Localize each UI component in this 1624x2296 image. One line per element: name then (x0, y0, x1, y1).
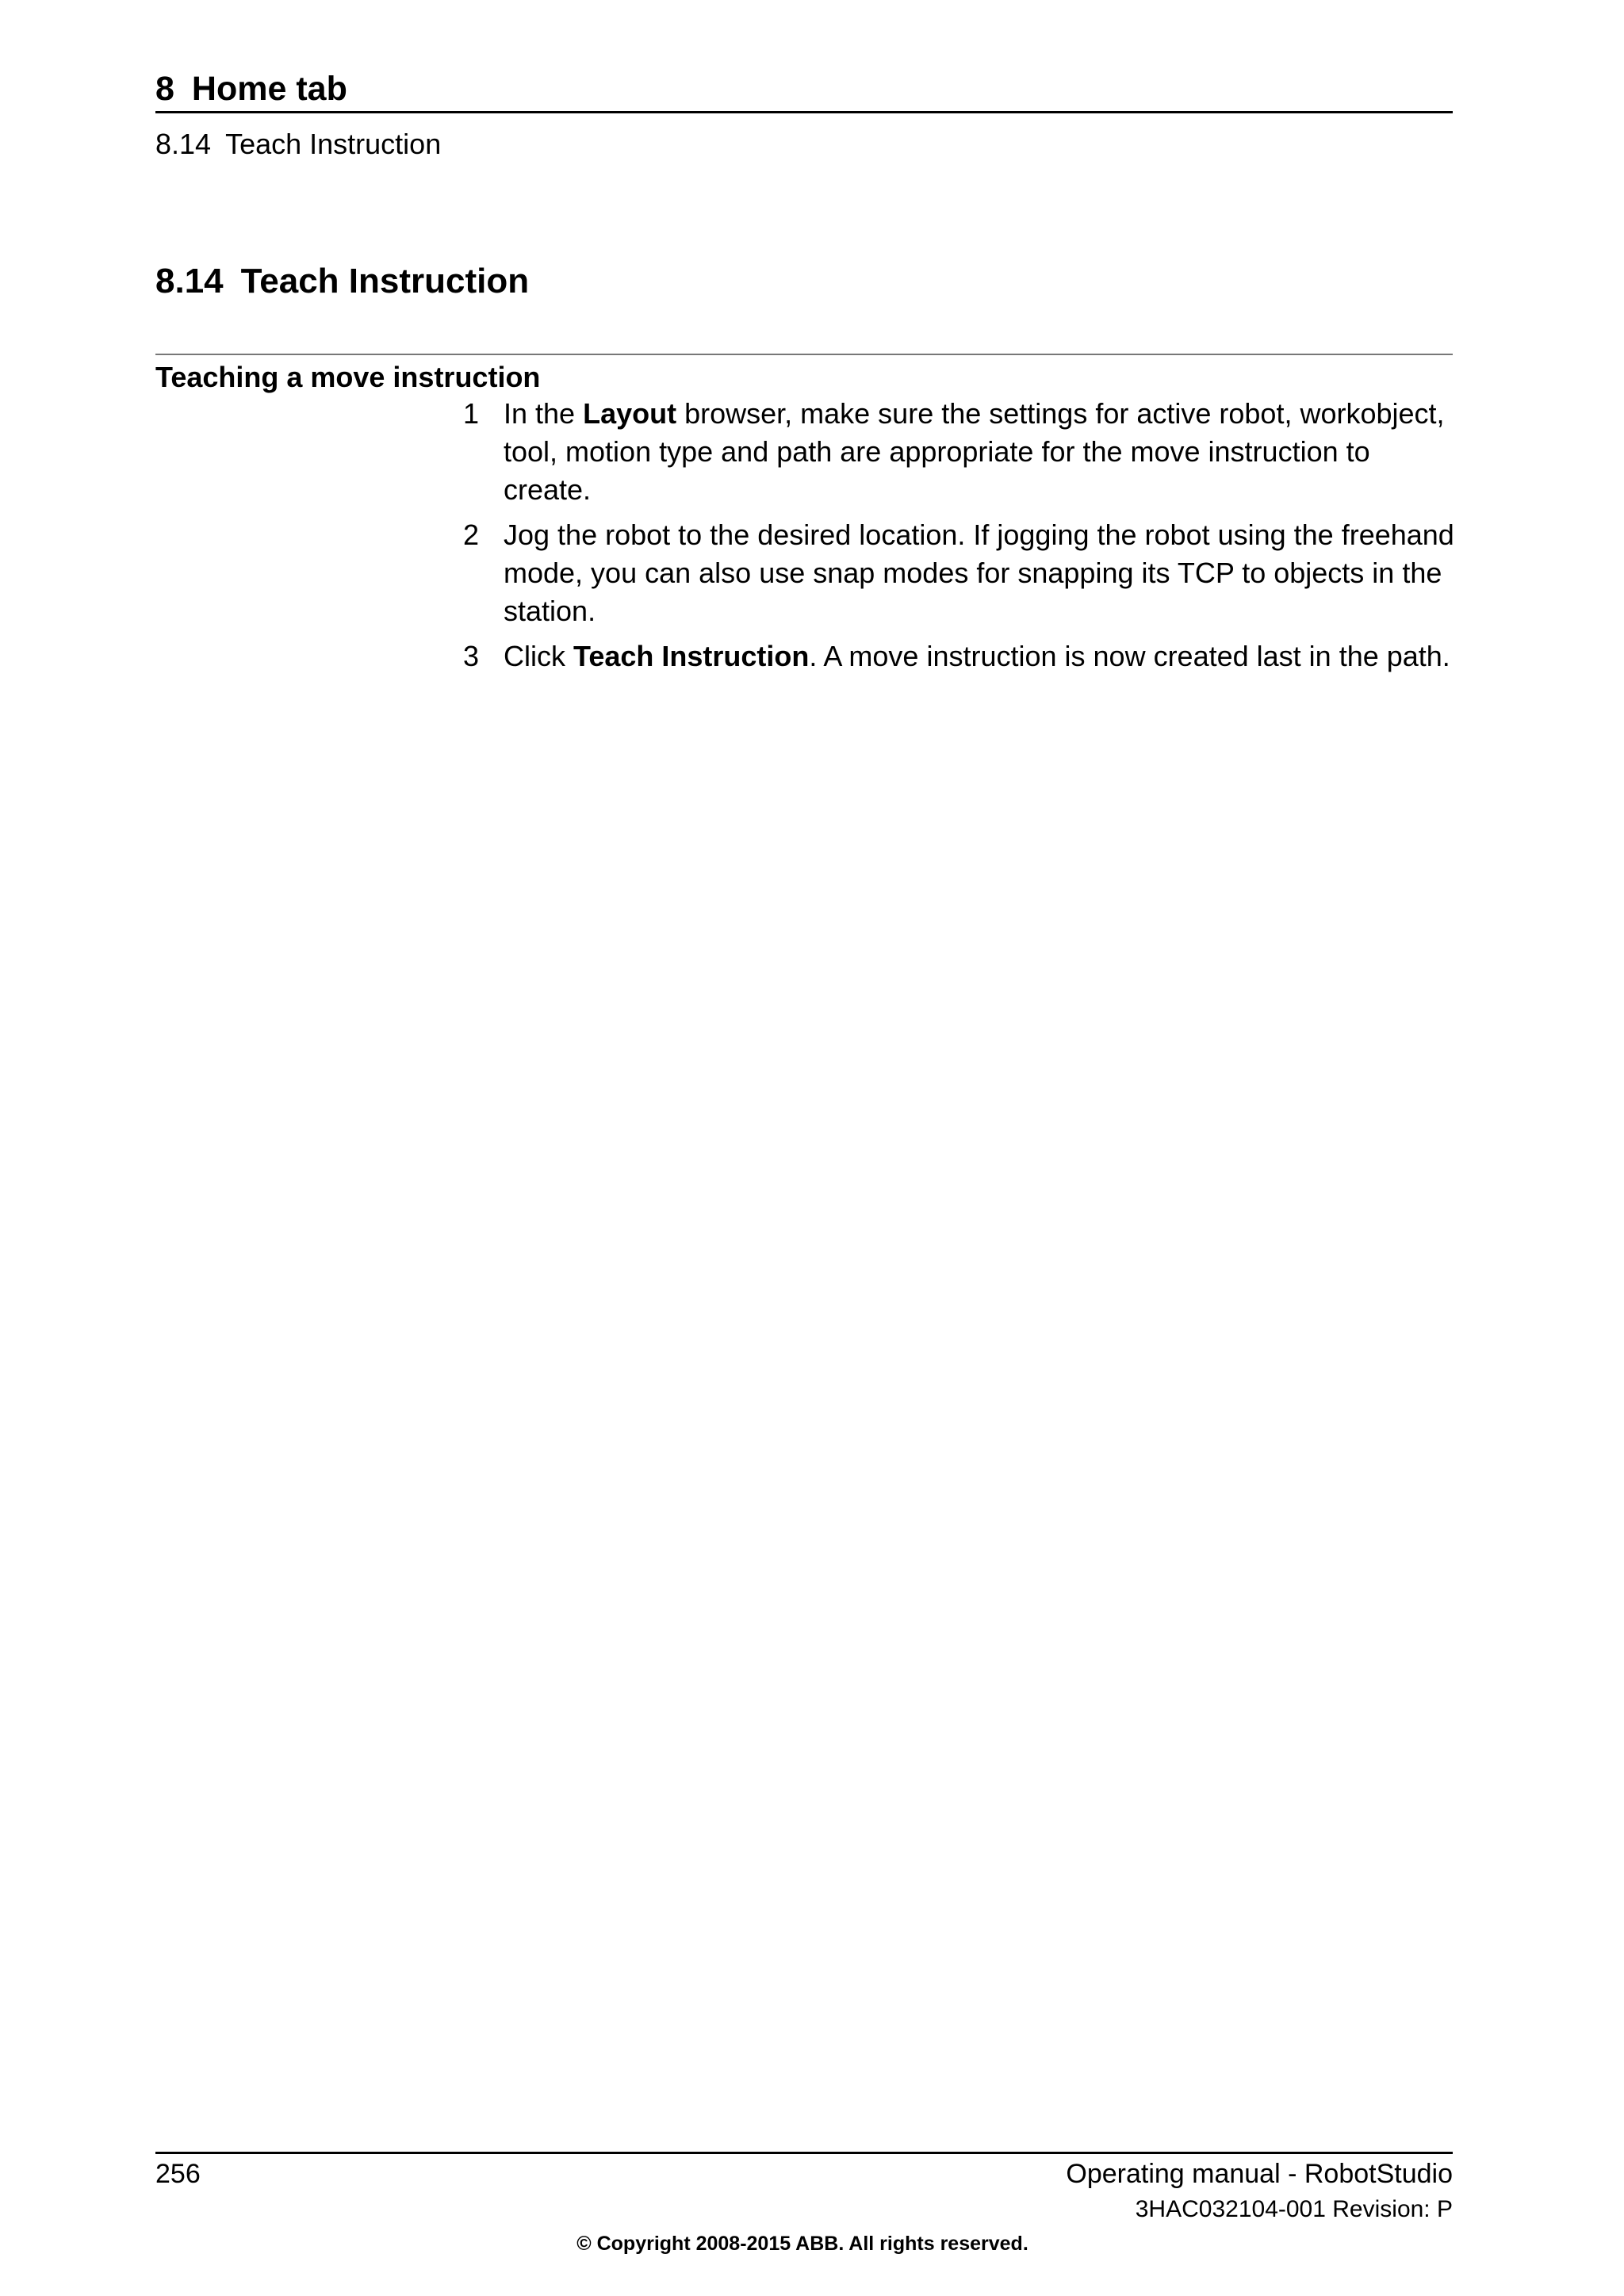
footer-divider (155, 2152, 1453, 2154)
step-text-part: Jog the robot to the desired location. If jogging the robot using the freehand mode, you can also use snap modes for snapping its TCP to objects in the station. (504, 519, 1454, 627)
step-text-part: browser, make sure the settings for active robot, workobject, tool, motion type and path are appropriate for the move instruction to create. (504, 397, 1445, 506)
manual-title: Operating manual - RobotStudio (1066, 2159, 1453, 2189)
running-section-number: 8.14 (155, 128, 212, 160)
step-text-part: In the (504, 397, 584, 430)
section-title-text: Teach Instruction (240, 262, 530, 300)
header-divider (155, 111, 1453, 113)
subsection-heading: Teaching a move instruction (155, 361, 541, 393)
step-number: 2 (463, 519, 480, 551)
document-id: 3HAC032104-001 Revision: P (1135, 2196, 1453, 2222)
section-heading (155, 257, 529, 306)
chapter-number: 8 (155, 70, 174, 108)
chapter-title (155, 65, 347, 113)
copyright-notice: © Copyright 2008-2015 ABB. All rights reserved. (576, 2233, 1028, 2255)
procedure-steps (460, 395, 1454, 683)
step-item-1 (460, 395, 1454, 509)
step-number: 3 (463, 640, 480, 672)
running-section-title (155, 125, 441, 163)
step-item-3 (460, 637, 1454, 675)
step-text (504, 640, 1450, 672)
step-text (504, 397, 1445, 506)
ui-term-teach-instruction: Teach Instruction (573, 640, 810, 672)
step-number: 1 (463, 397, 480, 430)
subsection-divider (155, 354, 1453, 355)
ui-term-layout: Layout (583, 397, 677, 430)
step-text-part: Click (504, 640, 573, 672)
page-number: 256 (155, 2159, 201, 2189)
chapter-title-text: Home tab (191, 70, 347, 108)
section-number: 8.14 (155, 262, 224, 300)
step-text-part: . A move instruction is now created last in the path. (809, 640, 1450, 672)
running-section-text: Teach Instruction (225, 128, 442, 160)
step-item-2 (460, 516, 1454, 630)
step-text (504, 519, 1454, 627)
